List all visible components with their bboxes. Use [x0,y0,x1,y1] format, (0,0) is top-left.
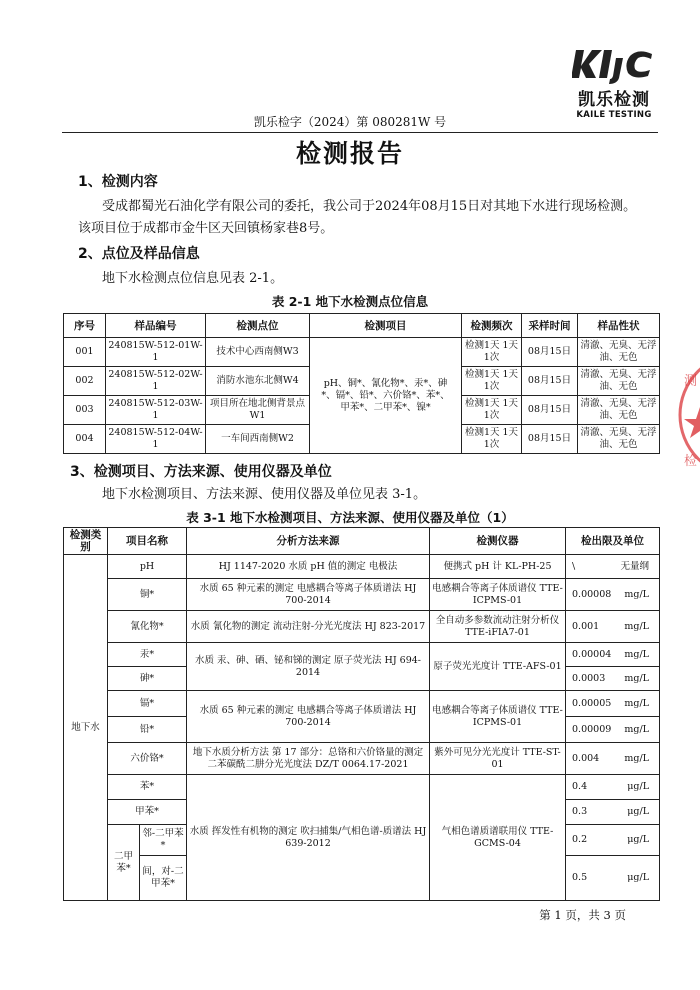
cell-time: 08月15日 [522,367,578,396]
cell-no: 002 [64,367,106,396]
limit-value: 0.00008 [572,588,612,600]
svg-text:测: 测 [684,374,698,389]
limit-value: 0.0003 [572,672,606,684]
limit-unit: mg/L [624,588,649,600]
cell-method: 水质 65 种元素的测定 电感耦合等离子体质谱法 HJ 700-2014 [187,691,430,743]
cell-site: 项目所在地北侧背景点W1 [206,396,310,425]
section-1-line-1: 受成都蜀光石油化学有限公司的委托，我公司于2024年08月15日对其地下水进行现场检测。 [102,199,637,214]
cell-limit [566,643,660,667]
cell-item: 氰化物* [108,611,187,643]
limit-unit: mg/L [624,672,649,684]
cell-subitem: 邻-二甲苯* [140,825,187,856]
cell-item: 苯* [108,775,187,800]
logo-chinese-name: 凯乐检测 [578,90,650,110]
cell-limit [566,717,660,743]
table-row [64,579,660,611]
limit-value: 0.004 [572,752,600,764]
table-row [64,338,660,367]
logo-english-name: KAILE TESTING [576,110,652,120]
limit-value: 0.001 [572,620,600,632]
section-3-heading: 3、检测项目、方法来源、使用仪器及单位 [70,464,332,480]
table-2-1-caption: 表 2-1 地下水检测点位信息 [271,294,429,309]
limit-unit: mg/L [624,620,649,632]
cell-no: 004 [64,425,106,454]
table-row [64,611,660,643]
cell-item: 镉* [108,691,187,717]
cell-item: 六价铬* [108,743,187,775]
limit-unit: mg/L [624,648,649,660]
cell-property: 清澈、无臭、无浮油、无色 [578,396,660,425]
cell-sample-id: 240815W-512-03W-1 [106,396,206,425]
table-row [64,775,660,800]
cell-instrument: 原子荧光光度计 TTE-AFS-01 [430,643,566,691]
cell-item: pH [108,555,187,579]
header-rule [62,132,658,133]
cell-method: 水质 氰化物的测定 流动注射-分光光度法 HJ 823-2017 [187,611,430,643]
cell-time: 08月15日 [522,396,578,425]
col-header-time: 采样时间 [522,314,578,338]
cell-method: 水质 65 种元素的测定 电感耦合等离子体质谱法 HJ 700-2014 [187,579,430,611]
col-header-frequency: 检测频次 [462,314,522,338]
cell-test-items: pH、铜*、氰化物*、汞*、砷*、镉*、铅*、六价铬*、苯*、甲苯*、二甲苯*、镍* [310,338,462,454]
col-header-site: 检测点位 [206,314,310,338]
cell-limit [566,743,660,775]
cell-subitem: 间，对-二甲苯* [140,856,187,901]
cell-property: 清澈、无臭、无浮油、无色 [578,425,660,454]
cell-sample-id: 240815W-512-01W-1 [106,338,206,367]
limit-value: 0.00005 [572,697,612,709]
cell-instrument: 电感耦合等离子体质谱仪 TTE-ICPMS-01 [430,691,566,743]
table-3-1 [63,527,660,901]
limit-value: 0.00009 [572,723,612,735]
col-header-property: 样品性状 [578,314,660,338]
cell-frequency: 检测1天 1天1次 [462,425,522,454]
limit-unit: mg/L [624,752,649,764]
col-header-instrument: 检测仪器 [430,528,566,555]
cell-limit [566,800,660,825]
limit-unit: μg/L [627,781,649,792]
cell-limit [566,611,660,643]
company-seal-icon [672,345,700,485]
table-row [64,555,660,579]
cell-item: 甲苯* [108,800,187,825]
cell-instrument: 紫外可见分光光度计 TTE-ST-01 [430,743,566,775]
limit-value: \ [572,560,576,572]
cell-item: 砷* [108,667,187,691]
limit-value: 0.5 [572,872,588,883]
limit-unit: mg/L [624,723,649,735]
col-header-item: 项目名称 [108,528,187,555]
cell-item: 汞* [108,643,187,667]
limit-value: 0.3 [572,806,588,817]
cell-limit [566,825,660,856]
cell-property: 清澈、无臭、无浮油、无色 [578,367,660,396]
cell-frequency: 检测1天 1天1次 [462,367,522,396]
cell-property: 清澈、无臭、无浮油、无色 [578,338,660,367]
cell-limit [566,579,660,611]
report-number: 凯乐检字（2024）第 080281W 号 [253,115,447,129]
company-logo [572,44,656,120]
cell-limit [566,691,660,717]
limit-unit: mg/L [624,697,649,709]
section-1-line-2: 该项目位于成都市金牛区天回镇杨家巷8号。 [78,221,334,236]
cell-sample-id: 240815W-512-04W-1 [106,425,206,454]
limit-value: 0.4 [572,781,588,792]
svg-text:检: 检 [684,454,698,469]
cell-limit [566,856,660,901]
cell-method: HJ 1147-2020 水质 pH 值的测定 电极法 [187,555,430,579]
limit-value: 0.2 [572,834,588,845]
cell-method: 地下水质分析方法 第 17 部分：总铬和六价铬量的测定 二苯碳酰二肼分光光度法 DZ/T 0064.17-2021 [187,743,430,775]
page-title: 检测报告 [295,139,404,168]
cell-frequency: 检测1天 1天1次 [462,338,522,367]
cell-item-group: 二甲苯* [108,825,140,901]
cell-no: 001 [64,338,106,367]
cell-instrument: 电感耦合等离子体质谱仪 TTE-ICPMS-01 [430,579,566,611]
cell-item: 铅* [108,717,187,743]
klc-logo-mark-icon [572,44,656,84]
col-header-sample-id: 样品编号 [106,314,206,338]
cell-category: 地下水 [64,555,108,901]
cell-instrument: 气相色谱质谱联用仪 TTE-GCMS-04 [430,775,566,901]
table-3-1-caption: 表 3-1 地下水检测项目、方法来源、使用仪器及单位（1） [186,510,514,525]
cell-instrument: 便携式 pH 计 KL-PH-25 [430,555,566,579]
limit-unit: 无量纲 [620,560,649,572]
section-1-heading: 1、检测内容 [78,174,158,190]
section-2-line-1: 地下水检测点位信息见表 2-1。 [102,271,284,286]
page-number: 第 1 页，共 3 页 [539,908,626,922]
cell-item: 铜* [108,579,187,611]
limit-unit: μg/L [627,834,649,845]
table-row [64,691,660,717]
table-row [64,643,660,667]
cell-site: 一车间西南侧W2 [206,425,310,454]
col-header-category: 检测类别 [64,528,108,555]
col-header-items: 检测项目 [310,314,462,338]
table-2-1 [63,313,660,454]
limit-value: 0.00004 [572,648,612,660]
col-header-method: 分析方法来源 [187,528,430,555]
cell-limit [566,555,660,579]
section-3-line-1: 地下水检测项目、方法来源、使用仪器及单位见表 3-1。 [102,487,427,502]
limit-unit: μg/L [627,806,649,817]
limit-unit: μg/L [627,872,649,883]
col-header-limit: 检出限及单位 [566,528,660,555]
cell-site: 消防水池东北侧W4 [206,367,310,396]
cell-frequency: 检测1天 1天1次 [462,396,522,425]
cell-method: 水质 汞、砷、硒、铋和锑的测定 原子荧光法 HJ 694-2014 [187,643,430,691]
cell-time: 08月15日 [522,425,578,454]
section-2-heading: 2、点位及样品信息 [78,246,200,262]
cell-limit [566,775,660,800]
cell-instrument: 全自动多参数流动注射分析仪 TTE-iFIA7-01 [430,611,566,643]
cell-time: 08月15日 [522,338,578,367]
table-row [64,743,660,775]
cell-site: 技术中心西南侧W3 [206,338,310,367]
cell-sample-id: 240815W-512-02W-1 [106,367,206,396]
cell-no: 003 [64,396,106,425]
cell-method: 水质 挥发性有机物的测定 吹扫捕集/气相色谱-质谱法 HJ 639-2012 [187,775,430,901]
cell-limit [566,667,660,691]
col-header-no: 序号 [64,314,106,338]
